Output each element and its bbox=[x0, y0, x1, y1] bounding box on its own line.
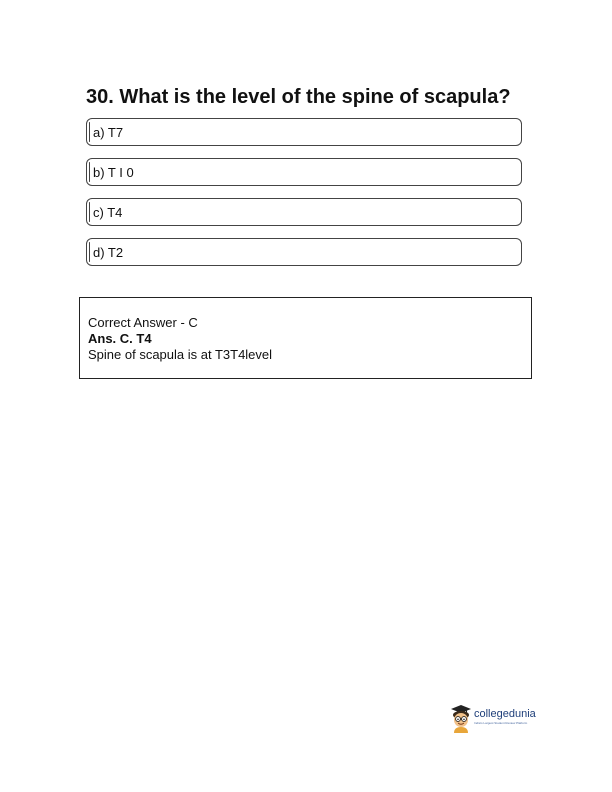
mascot-icon bbox=[450, 704, 472, 734]
option-b-label: b) T I 0 bbox=[93, 164, 134, 180]
answer-box bbox=[79, 297, 532, 379]
logo-name: collegedunia bbox=[474, 708, 536, 720]
logo-tagline: India's Largest Student Review Platform bbox=[474, 721, 528, 725]
answer-explanation: Spine of scapula is at T3T4level bbox=[88, 347, 273, 362]
collegedunia-logo bbox=[450, 704, 550, 738]
option-d-label: d) T2 bbox=[93, 244, 124, 260]
option-c-label: c) T4 bbox=[93, 204, 123, 220]
option-d[interactable] bbox=[86, 238, 522, 266]
answer-heading: Ans. C. T4 bbox=[88, 331, 152, 346]
option-a[interactable] bbox=[86, 118, 522, 146]
correct-answer-text: Correct Answer - C bbox=[88, 315, 198, 330]
option-c[interactable] bbox=[86, 198, 522, 226]
option-a-label: a) T7 bbox=[93, 124, 124, 140]
option-b[interactable] bbox=[86, 158, 522, 186]
question-title: 30. What is the level of the spine of scapula? bbox=[86, 86, 511, 108]
